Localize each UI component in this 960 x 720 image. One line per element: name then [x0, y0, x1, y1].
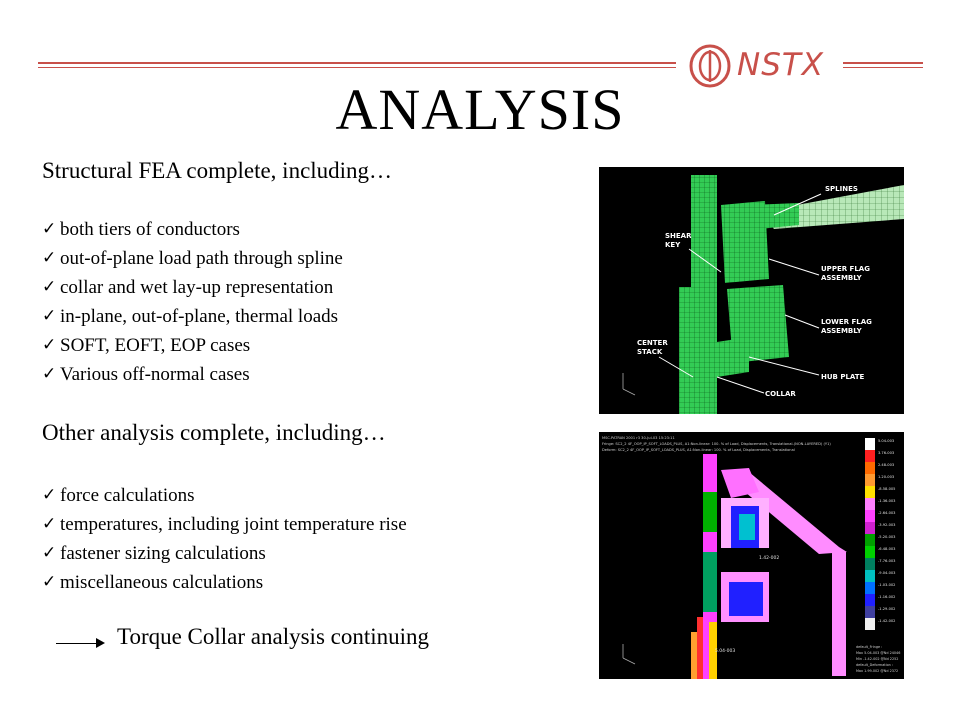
legend-swatch: [865, 438, 875, 450]
legend-swatch: [865, 534, 875, 546]
label-upper-flag-2: ASSEMBLY: [821, 274, 862, 282]
checkmark-icon: ✓: [42, 306, 57, 326]
list-item-text: Various off-normal cases: [60, 364, 250, 385]
legend-swatch: [865, 570, 875, 582]
fringe-region: [703, 492, 717, 532]
fringe-region: [729, 582, 763, 616]
legend-value: 5.04-003: [878, 439, 895, 443]
fringe-region: [832, 552, 846, 676]
list-item-text: collar and wet lay-up representation: [60, 277, 334, 298]
fringe-footer-line: Min -1.42-002 @Nd 2252: [856, 657, 899, 661]
list-item-text: fastener sizing calculations: [60, 543, 266, 564]
checkmark-icon: ✓: [42, 364, 57, 384]
legend-swatch: [865, 558, 875, 570]
legend-value: 3.76-003: [878, 451, 895, 455]
arrow-right-icon: [96, 638, 105, 648]
checkmark-icon: ✓: [42, 277, 57, 297]
label-lower-flag-1: LOWER FLAG: [821, 318, 872, 326]
legend-swatch: [865, 450, 875, 462]
label-hub-plate: HUB PLATE: [821, 373, 865, 381]
list-item: [42, 273, 343, 302]
axis-triad-icon: [623, 373, 635, 395]
section2-heading: Other analysis complete, including…: [42, 420, 386, 445]
fringe-footer-line: default_Fringe :: [856, 645, 883, 649]
legend-value: -3.92-003: [878, 523, 896, 527]
legend-value: -5.20-003: [878, 535, 896, 539]
list-item-text: SOFT, EOFT, EOP cases: [60, 335, 251, 356]
checkmark-icon: ✓: [42, 514, 57, 534]
fringe-footer-line: Max 1.99-002 @Nd 2372: [856, 669, 899, 673]
legend-value: 1.20-003: [878, 475, 895, 479]
section1-heading: Structural FEA complete, including…: [42, 158, 393, 183]
list-item: [42, 539, 407, 568]
list-item-text: out-of-plane load path through spline: [60, 248, 343, 269]
label-splines: SPLINES: [825, 185, 858, 193]
top-rule-right: [843, 62, 923, 64]
section1-list: [42, 215, 343, 389]
fringe-footer-line: default_Deformation :: [856, 663, 894, 667]
legend-value: -8.58-005: [878, 487, 896, 491]
label-upper-flag-1: UPPER FLAG: [821, 265, 870, 273]
list-item: [42, 510, 407, 539]
fringe-legend: [865, 436, 895, 636]
legend-value: -9.04-003: [878, 571, 896, 575]
legend-swatch: [865, 582, 875, 594]
label-lower-flag-2: ASSEMBLY: [821, 327, 862, 335]
fea-mesh-drawing: [599, 167, 904, 414]
legend-value: -1.42-002: [878, 619, 896, 623]
label-shear-key-1: SHEAR: [665, 232, 692, 240]
fringe-header-line: Fringe: SC2_2 4F_OOP_IP_SOFT_LOADS_PLUS, A1:Non-linear: 100. % of Load, Displacements, Translational-(NON-LAYERED) (Y1): [602, 442, 831, 446]
fringe-region: [703, 552, 717, 612]
fringe-mid-label: 1.42-002: [759, 556, 780, 561]
list-item: [42, 244, 343, 273]
checkmark-icon: ✓: [42, 219, 57, 239]
list-item: [42, 302, 343, 331]
legend-value: -1.16-002: [878, 595, 896, 599]
collar-mesh: [699, 352, 715, 412]
fringe-header-line: MSC.PATRAN 2001 r3 30-Jul-03 15:23:11: [602, 436, 675, 440]
legend-swatch: [865, 498, 875, 510]
legend-swatch: [865, 486, 875, 498]
checkmark-icon: ✓: [42, 485, 57, 505]
list-item-text: miscellaneous calculations: [60, 572, 264, 593]
list-item: [42, 215, 343, 244]
legend-swatch: [865, 606, 875, 618]
checkmark-icon: ✓: [42, 572, 57, 592]
list-item-text: both tiers of conductors: [60, 219, 240, 240]
fringe-bottom-label: 5.04-003: [715, 649, 736, 654]
legend-value: -1.03-002: [878, 583, 896, 587]
label-center-stack-2: STACK: [637, 348, 663, 356]
legend-swatch: [865, 522, 875, 534]
fringe-region: [691, 632, 697, 679]
label-shear-key-2: KEY: [665, 241, 681, 249]
center-stack-base-mesh: [679, 287, 693, 414]
fringe-footer-line: Max 5.04-003 @Nd 24046: [856, 651, 901, 655]
axis-triad-icon: [623, 644, 635, 664]
fringe-region: [697, 617, 703, 679]
list-item: [42, 481, 407, 510]
fringe-plot-figure: [599, 432, 904, 679]
legend-value: -1.36-003: [878, 499, 896, 503]
arrow-line: [56, 643, 100, 644]
page-title: ANALYSIS: [335, 77, 625, 142]
checkmark-icon: ✓: [42, 335, 57, 355]
legend-value: -2.64-003: [878, 511, 896, 515]
legend-value: -6.48-003: [878, 547, 896, 551]
section2-list: [42, 481, 407, 597]
fringe-plot-drawing: [599, 432, 904, 679]
legend-swatch: [865, 618, 875, 630]
legend-swatch: [865, 546, 875, 558]
legend-swatch: [865, 510, 875, 522]
legend-value: 2.48-003: [878, 463, 895, 467]
fringe-region: [739, 514, 755, 540]
top-rule-right-thin: [843, 67, 923, 68]
fringe-header-line: Deform: SC2_2 4F_OOP_IP_SOFT_LOADS_PLUS, A1:Non-linear: 100. % of Load, Displacements, Translational: [602, 448, 795, 452]
checkmark-icon: ✓: [42, 543, 57, 563]
list-item-text: temperatures, including joint temperature rise: [60, 514, 407, 535]
list-item: [42, 568, 407, 597]
legend-value: -1.29-002: [878, 607, 896, 611]
legend-swatch: [865, 594, 875, 606]
label-center-stack-1: CENTER: [637, 339, 668, 347]
top-rule-left: [38, 62, 676, 64]
legend-swatch: [865, 462, 875, 474]
fea-mesh-figure: [599, 167, 904, 414]
label-collar: COLLAR: [765, 390, 796, 398]
list-item: [42, 331, 343, 360]
list-item-text: in-plane, out-of-plane, thermal loads: [60, 306, 339, 327]
hub-plate-mesh: [717, 337, 749, 377]
list-item: [42, 360, 343, 389]
legend-swatch: [865, 474, 875, 486]
legend-value: -7.76-003: [878, 559, 896, 563]
checkmark-icon: ✓: [42, 248, 57, 268]
list-item-text: force calculations: [60, 485, 195, 506]
logo-text: NSTX: [737, 47, 825, 83]
top-rule-left-thin: [38, 67, 676, 68]
closing-text: Torque Collar analysis continuing: [117, 624, 430, 649]
